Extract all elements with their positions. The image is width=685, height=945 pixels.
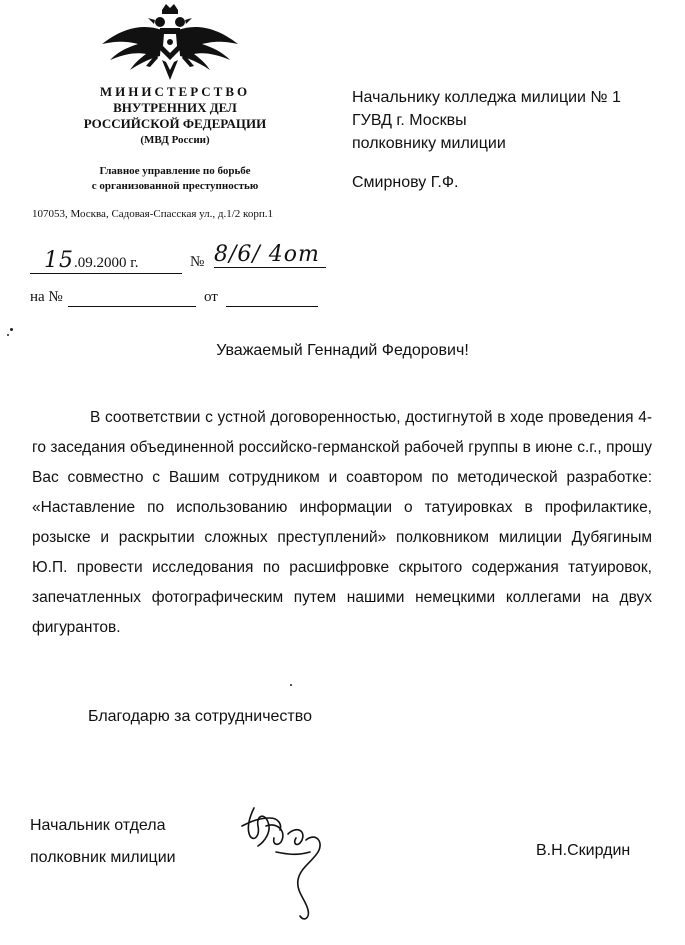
- ministry-line-4: (МВД России): [140, 134, 210, 146]
- number-label: №: [190, 254, 205, 270]
- scan-speck: [10, 328, 13, 331]
- recipient-block: [352, 86, 672, 155]
- signatory-name: В.Н.Скирдин: [536, 842, 631, 859]
- ministry-line-3: РОССИЙСКОЙ ФЕДЕРАЦИИ: [83, 116, 267, 131]
- ministry-line-2: ВНУТРЕННИХ ДЕЛ: [113, 100, 237, 115]
- number-field: [214, 242, 326, 268]
- letter-body: В соответствии с устной договоренностью, достигнутой в ходе проведения 4-го заседания объединенной российско-германской рабочей группы в июне с.г., прошу Вас совместно с Вашим сотрудником и соавтором по методической разработке: «Наставление по использованию информации о татуировках в профилактике, розыске и раскрытии сложных преступлений» полковником милиции Дубягиным Ю.П. провести исследования по расшифровке скрытого содержания татуировок, запечатленных фотографическим путем нашими немецкими коллегами на двух фигурантов.: [32, 409, 652, 636]
- closing-thanks: Благодарю за сотрудничество: [88, 708, 312, 725]
- reply-to-label: на №: [30, 289, 63, 305]
- date-handwritten: 15: [44, 248, 74, 273]
- reply-date-label: от: [204, 289, 218, 305]
- scan-speck: [7, 334, 9, 336]
- signatory-title-line-1: Начальник отдела: [30, 817, 166, 834]
- recipient-line-1: Начальнику колледжа милиции № 1: [352, 89, 621, 106]
- department-name: [50, 164, 300, 194]
- number-handwritten: 8/6/ 4от: [214, 242, 326, 268]
- department-line-1: Главное управление по борьбе: [99, 165, 251, 177]
- reply-date-line: [226, 306, 318, 307]
- sender-address: 107053, Москва, Садовая-Спасская ул., д.1/2 корп.1: [32, 208, 273, 220]
- handwritten-signature: [236, 796, 336, 926]
- greeting: Уважаемый Геннадий Федорович!: [216, 342, 469, 359]
- recipient-line-2: ГУВД г. Москвы: [352, 112, 467, 129]
- signatory-title-line-2: полковник милиции: [30, 849, 176, 866]
- recipient-line-3: полковнику милиции: [352, 135, 506, 152]
- reply-to-line: [68, 306, 196, 307]
- signatory-title: [30, 810, 176, 874]
- date-field: [30, 248, 182, 274]
- ministry-name: [50, 84, 300, 148]
- department-line-2: с организованной преступностью: [91, 180, 259, 192]
- date-printed: .09.2000 г.: [74, 255, 139, 271]
- recipient-name: Смирнову Г.Ф.: [352, 174, 459, 191]
- scan-speck: [290, 684, 292, 686]
- ministry-line-1: МИНИСТЕРСТВО: [99, 84, 251, 99]
- eagle-emblem-icon: [100, 4, 240, 82]
